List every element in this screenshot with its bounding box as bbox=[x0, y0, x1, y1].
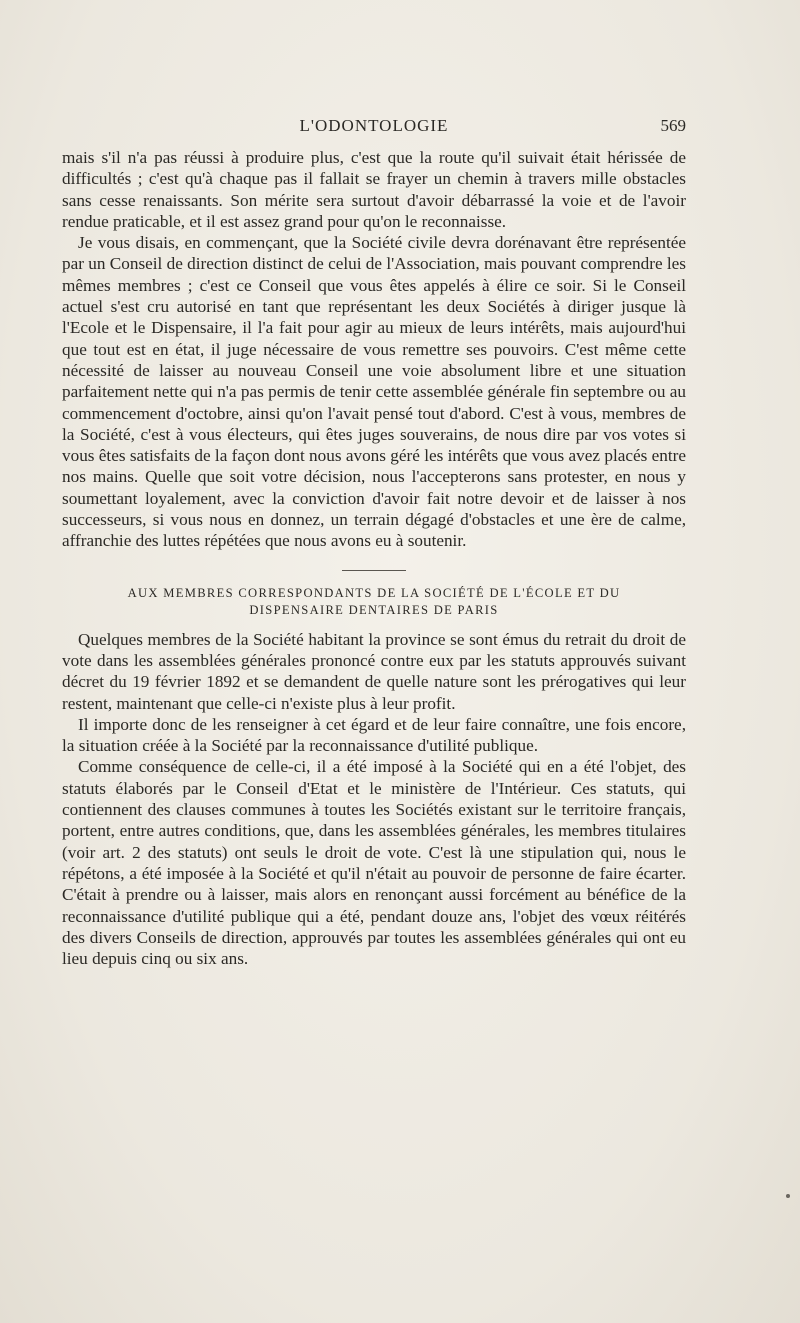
paragraph-continuation: mais s'il n'a pas réussi à produire plus, c'est que la route qu'il suivait était hérissée de difficultés ; c'est qu'à chaque pas il fallait se frayer un chemin à travers mille obstacles sans cesse renaissants. Son mérite sera surtout d'avoir débarrassé la voie et de l'avoir rendue praticable, et il est assez grand pour qu'on le reconnaisse. bbox=[62, 148, 686, 231]
section-divider bbox=[342, 570, 406, 571]
paragraph-statuts: Comme conséquence de celle-ci, il a été imposé à la Société qui en a été l'objet, des statuts élaborés par le Conseil d'Etat et le ministère de l'Intérieur. Ces statuts, qui contiennent des clauses communes à toutes les Sociétés existant sur le territoire français, portent, entre autres conditions, que, dans les assemblées générales, les membres titulaires (voir art. 2 des statuts) ont seuls le droit de vote. C'est là une stipulation qui, nous le répétons, a été imposée à la Société et qu'il n'était au pouvoir de personne de faire écarter. C'était à prendre ou à laisser, mais alors en renonçant aussi forcément au bénéfice de la reconnaissance d'utilité publique qui a été, pendant douze ans, l'objet des vœux réitérés des divers Conseils de direction, approuvés par toutes les assemblées générales qui ont eu lieu depuis cinq ou six ans. bbox=[62, 757, 686, 969]
paragraph-renseigner: Il importe donc de les renseigner à cet égard et de leur faire connaître, une fois encore, la situation créée à la Société par la reconnaissance d'utilité publique. bbox=[62, 714, 686, 756]
section-body bbox=[62, 629, 686, 970]
paragraph-membres: Quelques membres de la Société habitant la province se sont émus du retrait du droit de vote dans les assemblées générales prononcé contre eux par les statuts approuvés suivant décret du 19 février 1892 et se demandent de quelle nature sont les prérogatives qui leur restent, maintenant que celle-ci n'existe plus à leur profit. bbox=[62, 629, 686, 713]
page-header bbox=[62, 116, 686, 140]
margin-speck bbox=[786, 1194, 790, 1198]
section-heading-line-2: DISPENSAIRE DENTAIRES DE PARIS bbox=[249, 602, 499, 617]
running-title: L'ODONTOLOGIE bbox=[299, 116, 449, 135]
section-heading bbox=[62, 585, 686, 619]
body-text bbox=[62, 147, 686, 969]
page-number: 569 bbox=[660, 116, 686, 135]
paragraph-conseil: Je vous disais, en commençant, que la Société civile devra dorénavant être représentée par un Conseil de direction distinct de celui de l'Association, mais pouvant comprendre les mêmes membres ; c'est ce Conseil que vous êtes appelés à élire ce soir. Si le Conseil actuel s'est cru autorisé en tant que représentant les deux Sociétés à diriger jusque là l'Ecole et le Dispensaire, il l'a fait pour agir au mieux de leurs intérêts, mais aujourd'hui que tout est en état, il juge nécessaire de vous remettre ses pouvoirs. C'est même cette nécessité de laisser au nouveau Conseil une voie absolument libre et une situation parfaitement nette qui n'a pas permis de tenir cette assemblée générale fin septembre ou au commencement d'octobre, ainsi qu'on l'avait pensé tout d'abord. C'est à vous, membres de la Société, c'est à vous électeurs, qui êtes juges souverains, de nous dire par vos votes si vous êtes satisfaits de la façon dont nous avons géré les intérêts que vous avez placés entre nos mains. Quelle que soit votre décision, nous l'accepterons sans protester, en nous y soumettant loyalement, avec la conviction d'avoir fait notre devoir et de laisser à nos successeurs, si vous nous en donnez, un terrain dégagé d'obstacles et une ère de calme, affranchie des luttes répétées que nous avons eu à soutenir. bbox=[62, 233, 686, 551]
section-heading-line-1: AUX MEMBRES CORRESPONDANTS DE LA SOCIÉTÉ DE L'ÉCOLE ET DU bbox=[127, 585, 621, 600]
